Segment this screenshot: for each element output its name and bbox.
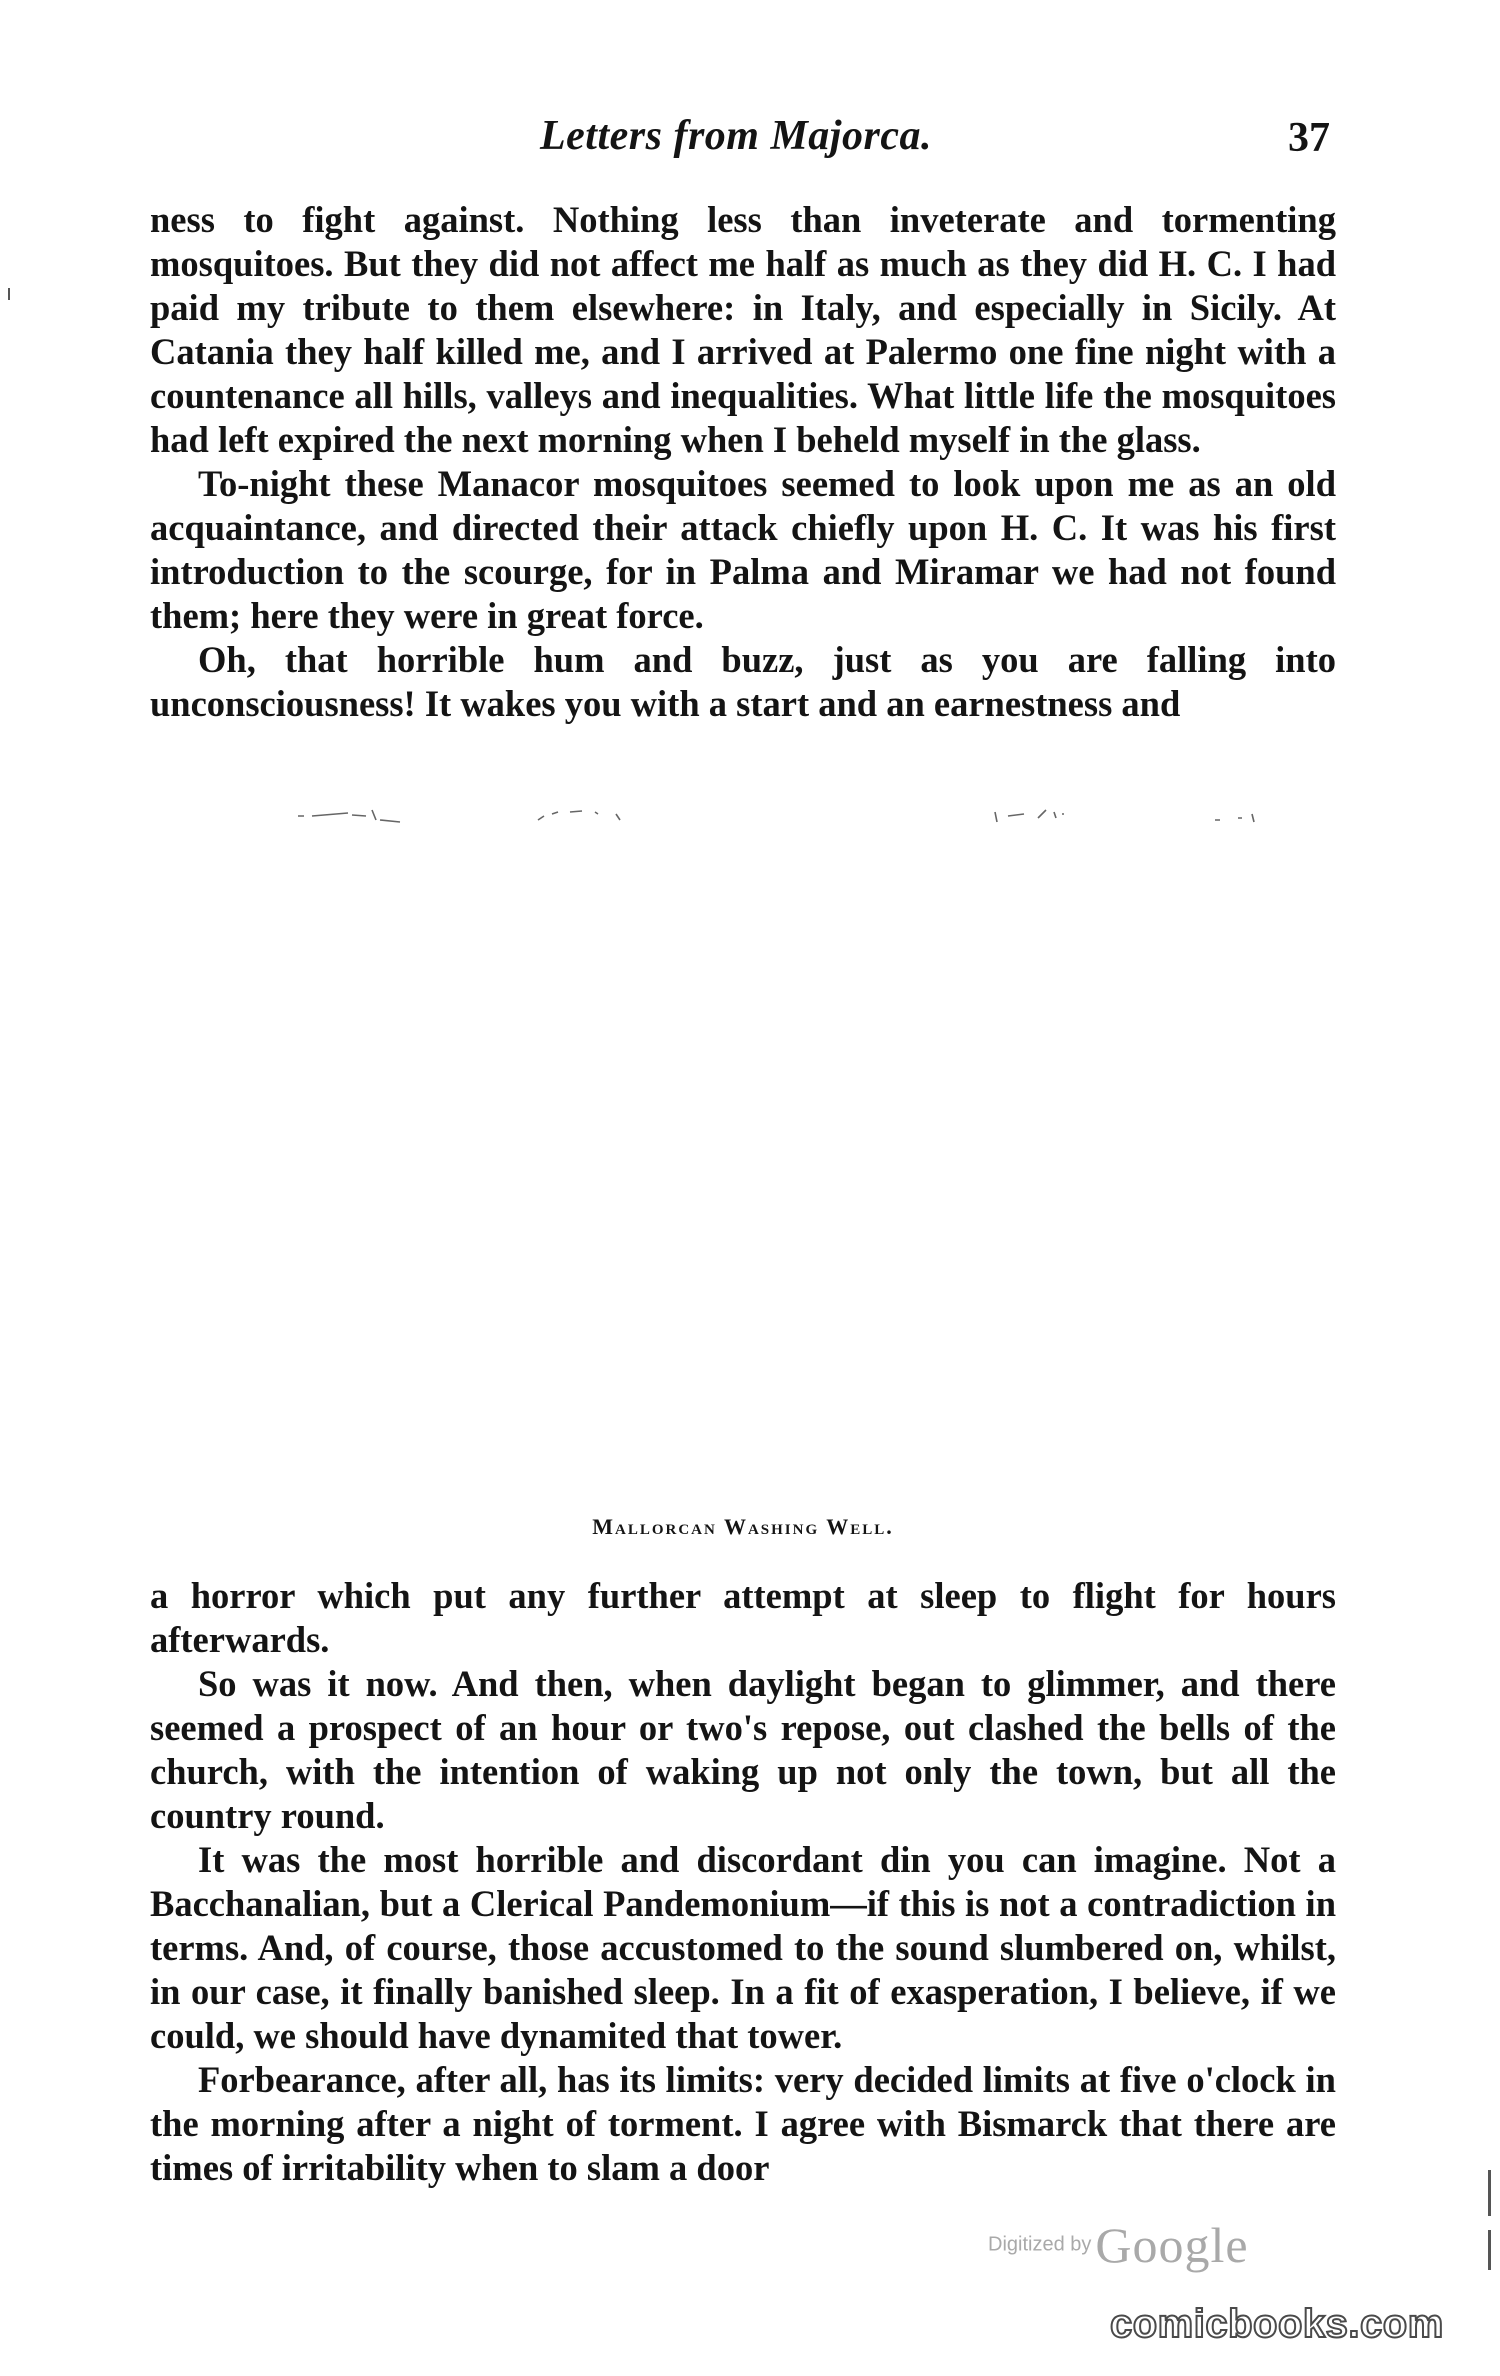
illustration-plate-residue [290,800,1290,840]
illustration-caption: Mallorcan Washing Well. [592,1514,894,1539]
running-title: Letters from Majorca. [540,113,932,159]
paragraph: Forbearance, after all, has its limits: very decided limits at five o'clock in the morning after a night of torment. I agree with Bismarck that there are times of irritability when to slam a door [150,2059,1336,2188]
paragraph: Oh, that horrible hum and buzz, just as you are falling into unconsciousness! It wakes you with a start and an earnestness and [150,639,1336,724]
left-edge-mark [8,288,10,300]
paragraph: So was it now. And then, when daylight began to glimmer, and there seemed a prospect of an hour or two's repose, out clashed the bells of the church, with the intention of waking up not only the town, but all the country round. [150,1663,1336,1836]
google-logo: Google [1095,2217,1249,2273]
watermark: comicbooks.com [1110,2302,1444,2346]
page-number: 37 [1288,115,1330,161]
digitized-stamp [988,2216,1249,2273]
digitized-prefix: Digitized by [988,2233,1092,2256]
paragraph: To-night these Manacor mosquitoes seemed to look upon me as an old acquaintance, and directed their attack chiefly upon H. C. It was his first introduction to the scourge, for in Palma and Miramar we had not found them; here they were in great force. [150,463,1336,636]
text-block-bottom [150,1574,1336,2190]
paragraph: a horror which put any further attempt at sleep to flight for hours afterwards. [150,1575,1336,1660]
text-block-top [150,198,1336,726]
right-edge-mark [1488,2170,1491,2216]
paragraph: It was the most horrible and discordant din you can imagine. Not a Bacchanalian, but a Clerical Pandemonium—if this is not a contradiction in terms. And, of course, those accustomed to the sound slumbered on, whilst, in our case, it finally banished sleep. In a fit of exasperation, I believe, if we could, we should have dynamited that tower. [150,1839,1336,2056]
right-edge-mark [1488,2230,1491,2270]
page-header [150,112,1336,172]
paragraph: ness to fight against. Nothing less than inveterate and tormenting mosquitoes. But they did not affect me half as much as they did H. C. I had paid my tribute to them elsewhere: in Italy, and especially in Sicily. At Catania they half killed me, and I arrived at Palermo one fine night with a countenance all hills, valleys and inequalities. What little life the mosquitoes had left expired the next morning when I beheld myself in the glass. [150,199,1336,460]
